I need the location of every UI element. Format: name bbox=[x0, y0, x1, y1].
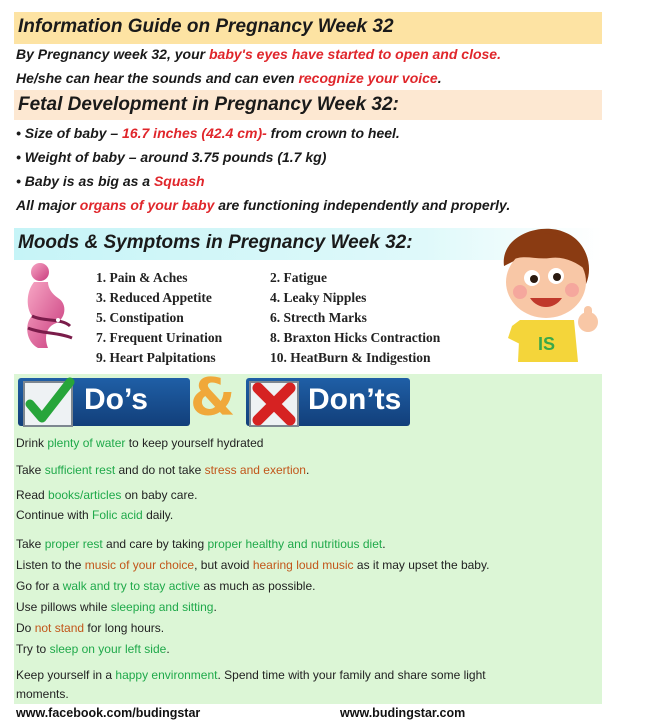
tip-text: to keep yourself hydrated bbox=[125, 436, 264, 450]
kid-thumbs-up-icon bbox=[490, 226, 602, 368]
tip-highlight: sleeping and sitting bbox=[110, 600, 214, 614]
tip-text: and do not take bbox=[115, 463, 205, 477]
tip-line bbox=[16, 578, 315, 594]
tip-line bbox=[16, 557, 489, 573]
symptom-item: 1. Pain & Aches bbox=[96, 270, 188, 285]
info-line-2 bbox=[16, 68, 442, 88]
tip-text: Keep yourself in a bbox=[16, 668, 116, 682]
section-title-info: Information Guide on Pregnancy Week 32 bbox=[18, 16, 394, 37]
ampersand: & bbox=[190, 368, 236, 428]
tip-highlight: proper rest bbox=[44, 537, 103, 551]
tip-text: . bbox=[166, 642, 170, 656]
tip-line bbox=[16, 462, 309, 478]
tip-text: Use pillows while bbox=[16, 600, 111, 614]
section-header-fetal bbox=[14, 90, 602, 120]
bullet-icon: • bbox=[16, 149, 21, 165]
tip-highlight: walk and try to stay active bbox=[62, 579, 201, 593]
tip-highlight: sleep on your left side bbox=[49, 642, 167, 656]
fetal-text: are functioning independently and properly. bbox=[214, 197, 511, 213]
tip-highlight: happy environment bbox=[115, 668, 218, 682]
tip-highlight: not stand bbox=[34, 621, 85, 635]
donts-label: Don’ts bbox=[308, 383, 402, 416]
fetal-squash-line bbox=[16, 171, 205, 191]
tip-line bbox=[16, 507, 173, 523]
dos-badge bbox=[18, 378, 190, 426]
tip-text: Continue with bbox=[16, 508, 93, 522]
tip-text: . bbox=[213, 600, 217, 614]
tip-text: Go for a bbox=[16, 579, 63, 593]
bullet-icon: • bbox=[16, 125, 21, 141]
symptom-item: 2. Fatigue bbox=[270, 270, 327, 285]
info-highlight: baby's eyes have started to open and close. bbox=[208, 46, 501, 62]
tip-text: . Spend time with your family and share some light bbox=[217, 668, 486, 682]
tip-text: and care by taking bbox=[102, 537, 208, 551]
symptom-item: 3. Reduced Appetite bbox=[96, 290, 212, 305]
kid-shirt-text: IS bbox=[538, 334, 556, 354]
tip-text: as it may upset the baby. bbox=[353, 558, 490, 572]
info-highlight: recognize your voice bbox=[298, 70, 438, 86]
tip-text: , but avoid bbox=[194, 558, 253, 572]
info-line-1 bbox=[16, 44, 501, 64]
fetal-highlight: 16.7 inches (42.4 cm)- bbox=[122, 125, 267, 141]
tip-line bbox=[16, 435, 263, 451]
symptom-item: 6. Strecth Marks bbox=[270, 310, 367, 325]
tip-text: daily. bbox=[142, 508, 174, 522]
tip-highlight: books/articles bbox=[48, 488, 122, 502]
tip-text: Take bbox=[16, 463, 45, 477]
tip-highlight: sufficient rest bbox=[44, 463, 116, 477]
fetal-text: Baby is as big as a bbox=[24, 173, 154, 189]
cross-icon bbox=[246, 376, 304, 430]
fetal-size-line bbox=[16, 123, 400, 143]
section-header-info bbox=[14, 12, 602, 44]
section-title-moods: Moods & Symptoms in Pregnancy Week 32: bbox=[18, 232, 413, 253]
fetal-weight-line bbox=[16, 147, 326, 167]
checkmark-icon bbox=[20, 376, 78, 430]
tip-text: Do bbox=[16, 621, 35, 635]
bullet-icon: • bbox=[16, 173, 21, 189]
fetal-organs-line bbox=[16, 195, 510, 215]
tip-text: . bbox=[305, 463, 310, 477]
symptom-item: 10. HeatBurn & Indigestion bbox=[270, 350, 431, 365]
fetal-text: Size of baby – bbox=[24, 125, 123, 141]
tip-text: Try to bbox=[16, 642, 50, 656]
tip-text: moments. bbox=[16, 687, 69, 701]
symptom-item: 4. Leaky Nipples bbox=[270, 290, 367, 305]
tip-line bbox=[16, 599, 217, 615]
donts-badge bbox=[246, 378, 410, 426]
symptom-item: 9. Heart Palpitations bbox=[96, 350, 216, 365]
symptom-item: 5. Constipation bbox=[96, 310, 184, 325]
section-title-fetal: Fetal Development in Pregnancy Week 32: bbox=[18, 94, 399, 115]
tip-highlight: proper healthy and nutritious diet bbox=[207, 537, 383, 551]
pregnant-woman-icon bbox=[18, 262, 80, 352]
tip-text: Drink bbox=[16, 436, 48, 450]
tip-text: as much as possible. bbox=[200, 579, 316, 593]
tip-highlight: hearing loud music bbox=[252, 558, 354, 572]
symptom-item: 8. Braxton Hicks Contraction bbox=[270, 330, 441, 345]
tip-highlight: plenty of water bbox=[47, 436, 126, 450]
tip-line bbox=[16, 487, 197, 503]
fetal-highlight: Squash bbox=[153, 173, 205, 189]
fetal-text: Weight of baby – around 3.75 pounds (1.7 kg) bbox=[24, 149, 327, 165]
footer-facebook: www.facebook.com/budingstar bbox=[16, 706, 201, 720]
tip-highlight: music of your choice bbox=[84, 558, 195, 572]
fetal-text: from crown to heel. bbox=[266, 125, 400, 141]
tip-line bbox=[16, 667, 486, 683]
footer-website: www.budingstar.com bbox=[340, 706, 466, 720]
tip-text: Listen to the bbox=[16, 558, 85, 572]
tip-highlight: Folic acid bbox=[92, 508, 143, 522]
tip-text: Read bbox=[16, 488, 49, 502]
fetal-highlight: organs of your baby bbox=[79, 197, 215, 213]
info-text: . bbox=[437, 70, 442, 86]
dos-label: Do’s bbox=[84, 383, 148, 416]
tip-text: for long hours. bbox=[84, 621, 165, 635]
tip-line bbox=[16, 641, 170, 657]
tip-line bbox=[16, 686, 69, 702]
symptom-item: 7. Frequent Urination bbox=[96, 330, 223, 345]
tip-line bbox=[16, 620, 164, 636]
fetal-text: All major bbox=[16, 197, 80, 213]
tip-line bbox=[16, 536, 386, 552]
info-text: By Pregnancy week 32, your bbox=[16, 46, 209, 62]
tip-text: . bbox=[382, 537, 386, 551]
tip-text: Take bbox=[16, 537, 45, 551]
tip-text: on baby care. bbox=[121, 488, 198, 502]
tip-highlight: stress and exertion bbox=[204, 463, 306, 477]
info-text: He/she can hear the sounds and can even bbox=[16, 70, 299, 86]
